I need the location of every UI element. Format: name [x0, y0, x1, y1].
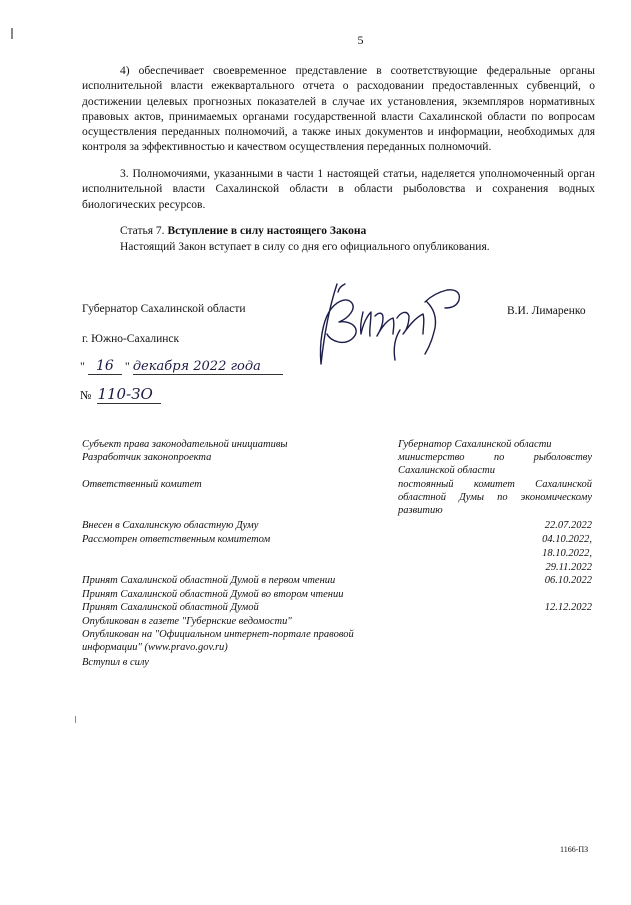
scan-mark — [11, 28, 13, 39]
date-open-quote: " — [80, 359, 85, 373]
paragraph-item-4 — [82, 64, 595, 156]
info-first-reading-value: 06.10.2022 — [544, 575, 592, 586]
info-developer-value: министерство по рыболовству Сахалинской области — [398, 452, 592, 476]
info-adopted-value: 12.12.2022 — [544, 602, 592, 613]
article-body: Настоящий Закон вступает в силу со дня его официального опубликования. — [120, 241, 490, 253]
info-developer-label: Разработчик законопроекта — [82, 452, 212, 463]
info-reviewed-value-3: 29.11.2022 — [545, 562, 592, 573]
info-subject-label: Субъект права законодательной инициативы — [82, 439, 288, 450]
info-committee-label: Ответственный комитет — [82, 479, 202, 490]
info-effective-label: Вступил в силу — [82, 657, 149, 668]
article-prefix: Статья 7. — [120, 225, 168, 237]
law-date — [80, 358, 283, 375]
info-gazette-label: Опубликован в газете "Губернские ведомости" — [82, 616, 292, 627]
info-portal-label: Опубликован на "Официальном интернет-портале правовой информации" (www.pravo.gov.ru) — [82, 629, 354, 653]
scan-mark — [75, 716, 76, 723]
number-label: № — [80, 388, 92, 402]
info-reviewed-value-1: 04.10.2022, — [542, 534, 592, 545]
paragraph-item-4-text: 4) обеспечивает своевременное представление в соответствующие федеральные органы исполнительной власти ежеквартального отчета о расходовании предоставленных субвенций, о достижении целевых прогнозных показателей в случае их установления, экземпляров нормативных правовых актов, принимаемых органами государственной власти Сахалинской области по вопросам осуществления переданных полномочий, а также иных документов и информации, необходимых для контроля за эффективностью и качеством осуществления переданных полномочий. — [82, 65, 595, 154]
governor-name: В.И. Лимаренко — [507, 305, 586, 317]
info-reviewed-label: Рассмотрен ответственным комитетом — [82, 534, 271, 545]
info-reviewed-value-2: 18.10.2022, — [542, 548, 592, 559]
info-committee-value: постоянный комитет Сахалинской областной Думы по экономическому развитию — [398, 479, 592, 516]
handwritten-signature — [305, 272, 480, 372]
date-day: 16 — [88, 358, 122, 375]
number-value: 110-ЗО — [97, 385, 161, 404]
paragraph-part-3-text: 3. Полномочиями, указанными в части 1 настоящей статьи, наделяется уполномоченный орган исполнительной власти Сахалинской области в области рыболовства и сохранения водных биологических ресурсов. — [82, 168, 595, 211]
info-submitted-value: 22.07.2022 — [544, 520, 592, 531]
footer-code: 1166-ПЗ — [560, 845, 589, 854]
paragraph-part-3 — [82, 167, 595, 213]
info-second-reading-label: Принят Сахалинской областной Думой во втором чтении — [82, 589, 344, 600]
info-submitted-label: Внесен в Сахалинскую областную Думу — [82, 520, 259, 531]
info-adopted-label: Принят Сахалинской областной Думой — [82, 602, 259, 613]
date-rest: декабря 2022 года — [133, 359, 283, 375]
article-heading — [120, 225, 366, 237]
governor-position: Губернатор Сахалинской области — [82, 303, 246, 315]
info-first-reading-label: Принят Сахалинской областной Думой в первом чтении — [82, 575, 336, 586]
info-subject-value: Губернатор Сахалинской области — [398, 439, 552, 450]
city: г. Южно-Сахалинск — [82, 333, 180, 345]
article-title: Вступление в силу настоящего Закона — [167, 225, 367, 237]
date-close-quote: " — [124, 359, 130, 373]
page-number: 5 — [357, 33, 364, 47]
law-number — [80, 385, 161, 404]
